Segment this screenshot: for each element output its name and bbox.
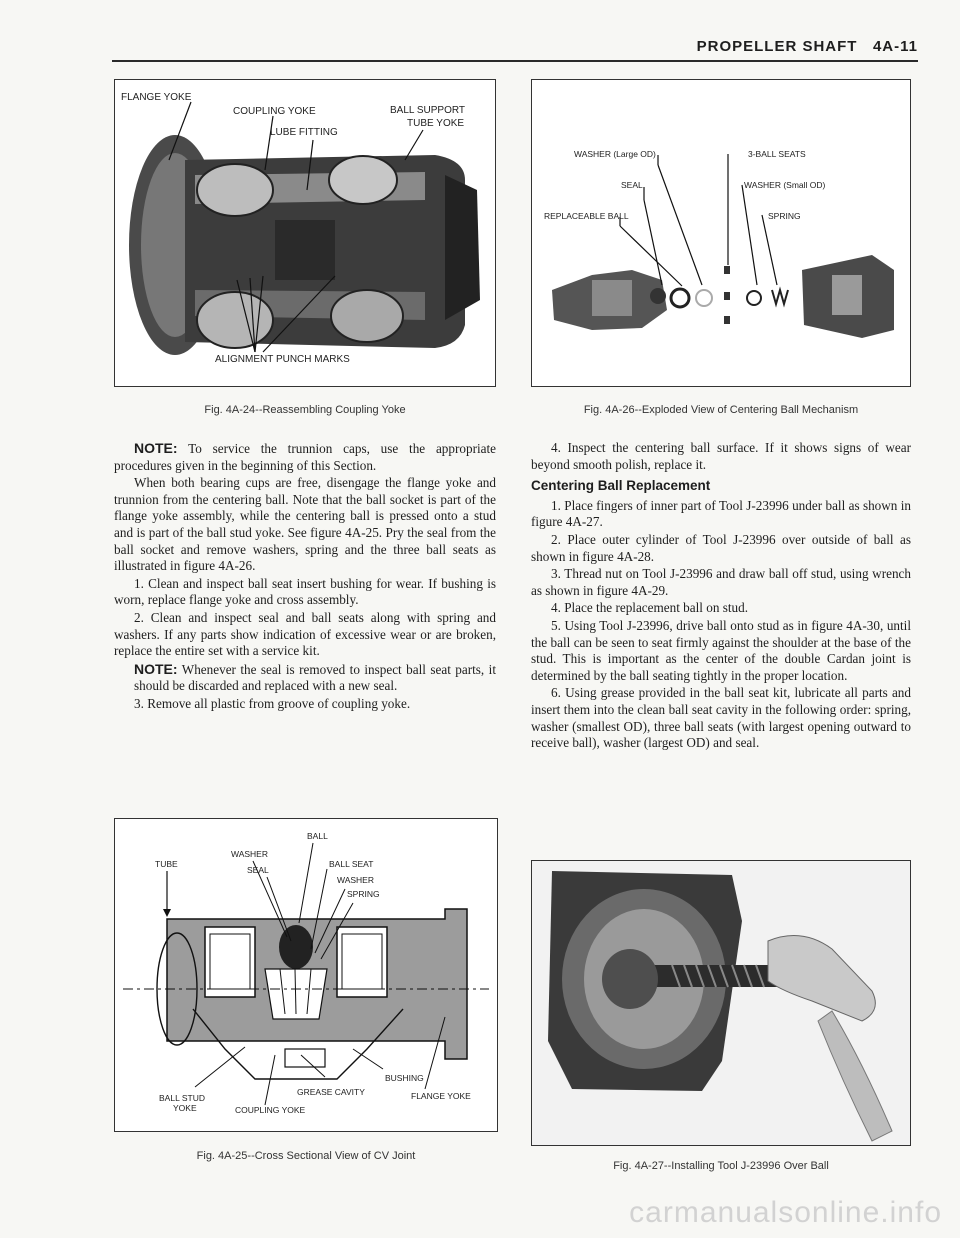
left-column <box>114 440 496 714</box>
label-spring: SPRING <box>768 211 801 221</box>
label-bushing: BUSHING <box>385 1073 424 1083</box>
label-seal: SEAL <box>621 180 643 190</box>
installing-tool-photo <box>532 861 910 1145</box>
replacement-step-5: 5. Using Tool J-23996, drive ball onto stud as in figure 4A-30, until the ball can be seen to seat firmly against the shoulder at the base of the stud. This is important as the center of the double Cardan joint is determined by the ball seating tightly in the proper location. <box>531 617 911 683</box>
label-ball: BALL <box>307 831 328 841</box>
figure-4a-26 <box>531 79 911 387</box>
replacement-step-4: 4. Place the replacement ball on stud. <box>551 600 749 616</box>
fig26-caption: Fig. 4A-26--Exploded View of Centering Ball Mechanism <box>583 404 859 416</box>
label-ball-stud: BALL STUD <box>159 1093 205 1103</box>
label-lube-fitting: LUBE FITTING <box>270 127 338 138</box>
figure-4a-24 <box>114 79 496 387</box>
replacement-step-6: 6. Using grease provided in the ball seat kit, lubricate all parts and insert them into the clean ball seat cavity in the following order: spring, washer (smallest OD), three ball seats (with largest opening outward to receive ball), washer (largest OD) and seal. <box>531 685 911 751</box>
label-flange-yoke: FLANGE YOKE <box>121 92 192 103</box>
note2-label: NOTE: <box>134 660 178 677</box>
left-paragraph-1: When both bearing cups are free, disengage the flange yoke and trunnion from the centering ball. Note that the ball socket is part of the flange yoke assembly, while the centering ball is pressed onto a stud and is part of the ball stud yoke. See figure 4A-25. Pry the seal from the ball socket and remove washers, spring and the three ball seats as illustrated in figure 4A-26. <box>114 475 496 574</box>
step-4: 4. Inspect the centering ball surface. If it shows signs of wear beyond smooth polish, replace it. <box>531 440 911 472</box>
label-flange-yoke: FLANGE YOKE <box>411 1091 471 1101</box>
label-ball-support: BALL SUPPORT <box>390 105 466 116</box>
note2-text: Whenever the seal is removed to inspect ball seat parts, it should be discarded and replaced with a new seal. <box>134 661 496 694</box>
label-seal: SEAL <box>247 865 269 875</box>
note1-label: NOTE: <box>134 440 178 456</box>
section-heading: Centering Ball Replacement <box>531 478 711 494</box>
header-rule <box>112 60 918 62</box>
label-replaceable-ball: REPLACEABLE BALL <box>544 211 629 221</box>
fig25-caption: Fig. 4A-25--Cross Sectional View of CV Joint <box>196 1150 416 1162</box>
label-grease-cavity: GREASE CAVITY <box>297 1087 365 1097</box>
figure-4a-27 <box>531 860 911 1146</box>
label-washer: WASHER <box>231 849 268 859</box>
step-1: 1. Clean and inspect ball seat insert bushing for wear. If bushing is worn, replace flange yoke and cross assembly. <box>114 575 496 608</box>
label-yoke: YOKE <box>173 1103 197 1113</box>
fig24-caption: Fig. 4A-24--Reassembling Coupling Yoke <box>204 404 406 416</box>
step-3: 3. Remove all plastic from groove of coupling yoke. <box>134 695 411 711</box>
step-2: 2. Clean and inspect seal and ball seats along with spring and washers. If any parts show indication of excessive wear or are broken, replace the entire set with a service kit. <box>114 609 496 659</box>
label-coupling-yoke: COUPLING YOKE <box>235 1105 306 1115</box>
label-tube: TUBE <box>155 859 178 869</box>
label-coupling-yoke: COUPLING YOKE <box>233 106 316 117</box>
page-header <box>697 38 918 55</box>
page-number: 4A-11 <box>872 38 918 55</box>
right-column <box>531 440 911 753</box>
fig27-caption: Fig. 4A-27--Installing Tool J-23996 Over Ball <box>613 1160 829 1172</box>
header-title: PROPELLER SHAFT <box>696 38 858 55</box>
label-tube-yoke: TUBE YOKE <box>407 118 465 129</box>
label-ball-seat: BALL SEAT <box>329 859 374 869</box>
watermark: carmanualsonline.info <box>629 1196 942 1229</box>
replacement-step-3: 3. Thread nut on Tool J-23996 and draw ball off stud, using wrench as shown in figure 4A-29. <box>531 566 911 598</box>
replacement-step-2: 2. Place outer cylinder of Tool J-23996 over outside of ball as shown in figure 4A-28. <box>531 531 911 564</box>
label-washer-2: WASHER <box>337 875 374 885</box>
label-alignment-punch-marks: ALIGNMENT PUNCH MARKS <box>215 354 350 365</box>
label-washer-large: WASHER (Large OD) <box>574 149 656 159</box>
figure-4a-25 <box>114 818 498 1132</box>
exploded-ball-mechanism-photo <box>532 80 910 386</box>
label-ball-seats: 3-BALL SEATS <box>748 149 806 159</box>
replacement-step-1: 1. Place fingers of inner part of Tool J-23996 under ball as shown in figure 4A-27. <box>531 497 911 530</box>
label-washer-small: WASHER (Small OD) <box>744 180 826 190</box>
label-spring: SPRING <box>347 889 380 899</box>
note1-text: To service the trunnion caps, use the appropriate procedures given in the beginning of this Section. <box>114 441 496 473</box>
